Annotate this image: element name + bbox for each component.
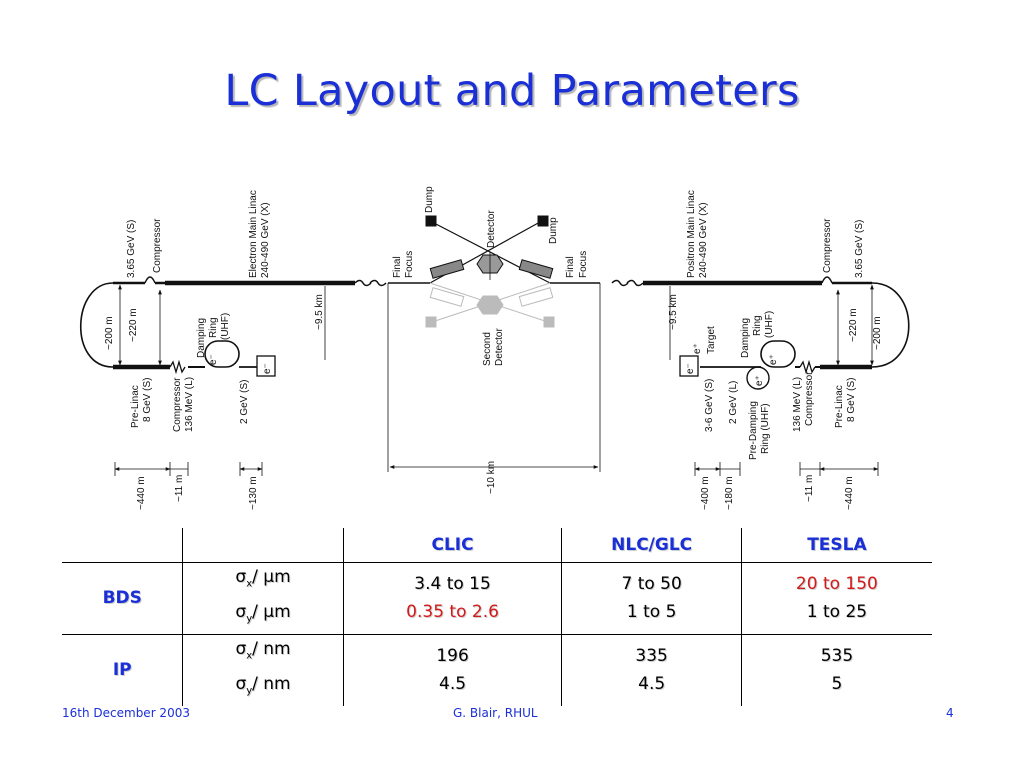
label-left-dim-11: ~11 m bbox=[174, 474, 185, 502]
electron-side bbox=[81, 277, 386, 476]
footer-author: G. Blair, RHUL bbox=[453, 706, 538, 720]
label-left-damping-ring-2: Ring bbox=[208, 317, 219, 338]
label-right-dim-440: ~440 m bbox=[844, 476, 855, 510]
label-final-focus-left-1: Final bbox=[392, 256, 403, 278]
label-second-detector-2: Detector bbox=[494, 328, 505, 366]
label-right-particle-ring: e⁺ bbox=[768, 354, 779, 365]
footer-date: 16th December 2003 bbox=[62, 706, 190, 720]
label-right-energy-365: 3.65 GeV (S) bbox=[854, 219, 865, 278]
label-right-source: e⁻ bbox=[685, 363, 696, 374]
group-label-ip: IP bbox=[62, 634, 183, 705]
table-group-ip bbox=[62, 634, 932, 705]
label-right-damping-ring-1: Damping bbox=[740, 317, 751, 358]
quantity-cell bbox=[183, 563, 343, 635]
label-right-target-particle: e⁺ bbox=[692, 343, 703, 354]
value-cell-clic: 3.4 to 15 0.35 to 2.6 bbox=[343, 563, 562, 635]
label-left-compressor-top: Compressor bbox=[152, 218, 163, 273]
quantity-sigma-x: $\sigma_x/$ μm bbox=[235, 567, 291, 590]
value-cell-nlc: 7 to 50 1 to 5 bbox=[562, 563, 741, 635]
quantity-sigma-x: $\sigma_x/$ nm bbox=[235, 638, 291, 662]
label-right-damping-ring-2: Ring bbox=[752, 315, 763, 336]
label-right-dim-400: ~400 m bbox=[700, 476, 711, 510]
label-right-main-linac-energy: 240-490 GeV (X) bbox=[698, 202, 709, 278]
label-right-target: Target bbox=[706, 326, 717, 354]
label-right-main-linac: Positron Main Linac bbox=[686, 190, 697, 278]
label-right-compressor-top: Compressor bbox=[822, 218, 833, 273]
slide-title: LC Layout and Parameters bbox=[224, 66, 800, 116]
highlighted-value: 20 to 150 bbox=[795, 574, 878, 595]
highlighted-value: 0.35 to 2.6 bbox=[406, 602, 499, 623]
quantity-sigma-y: $\sigma_y/$ nm bbox=[235, 674, 291, 697]
label-left-compressor-bottom-1: Compressor bbox=[172, 377, 183, 432]
label-left-compressor-bottom-2: 136 MeV (L) bbox=[184, 376, 195, 432]
label-left-dist-95: ~9.5 km bbox=[314, 294, 325, 330]
table-group-bds bbox=[62, 563, 932, 635]
label-second-detector-1: Second bbox=[482, 332, 493, 366]
label-right-damping-ring-3: (UHF) bbox=[764, 310, 775, 338]
label-right-energy-36: 3-6 GeV (S) bbox=[704, 378, 715, 432]
label-right-dim-180: ~180 m bbox=[724, 476, 735, 510]
label-detector: Detector bbox=[486, 210, 497, 248]
quantity-sigma-y: $\sigma_y/$ μm bbox=[235, 602, 291, 625]
label-right-energy-2gev: 2 GeV (L) bbox=[728, 380, 739, 424]
parameter-table bbox=[62, 528, 932, 706]
label-final-focus-left-2: Focus bbox=[404, 250, 415, 278]
label-left-pre-linac-1: Pre-Linac bbox=[130, 385, 141, 428]
value-cell-tesla: 535 5 bbox=[820, 646, 854, 695]
header-empty-2 bbox=[183, 528, 343, 563]
linear-collider-layout-diagram bbox=[0, 170, 1024, 520]
footer-page-number: 4 bbox=[946, 706, 954, 720]
value-cell-tesla: 20 to 150 1 to 25 bbox=[741, 563, 932, 635]
label-left-main-linac: Electron Main Linac bbox=[248, 190, 259, 278]
label-right-dim-200: ~200 m bbox=[872, 316, 883, 350]
value-cell-clic: 196 4.5 bbox=[343, 634, 562, 705]
label-left-particle-ring: e⁻ bbox=[208, 354, 219, 365]
header-empty-1 bbox=[62, 528, 183, 563]
header-clic: CLIC bbox=[343, 528, 562, 563]
label-right-dist-95: ~9.5 km bbox=[668, 294, 679, 330]
label-right-pre-linac-2: 8 GeV (S) bbox=[846, 377, 857, 422]
header-nlc-glc: NLC/GLC bbox=[562, 528, 741, 563]
label-dist-10: ~10 km bbox=[486, 460, 497, 494]
label-left-energy-2gev: 2 GeV (S) bbox=[239, 379, 250, 424]
label-left-damping-ring-1: Damping bbox=[196, 317, 207, 358]
label-right-pre-damping-2: Ring (UHF) bbox=[760, 403, 771, 454]
label-final-focus-right-2: Focus bbox=[578, 250, 589, 278]
quantity-cell bbox=[183, 634, 343, 705]
label-right-compressor-bottom-1: 136 MeV (L) bbox=[792, 376, 803, 432]
label-left-source: e⁻ bbox=[262, 363, 273, 374]
header-tesla: TESLA bbox=[741, 528, 932, 563]
label-left-dim-220: ~220 m bbox=[128, 308, 139, 342]
label-right-particle-pre: e⁺ bbox=[754, 375, 765, 386]
label-left-energy-365: 3.65 GeV (S) bbox=[126, 219, 137, 278]
label-left-damping-ring-3: (UHF) bbox=[220, 312, 231, 340]
label-left-dim-130: ~130 m bbox=[248, 476, 259, 510]
label-dump-right: Dump bbox=[548, 217, 559, 244]
label-right-dim-11: ~11 m bbox=[804, 474, 815, 502]
label-right-compressor-bottom-2: Compressor bbox=[804, 371, 815, 426]
table-header-row bbox=[62, 528, 932, 563]
label-left-dim-440: ~440 m bbox=[136, 476, 147, 510]
label-dump-left: Dump bbox=[424, 186, 435, 213]
label-right-dim-220: ~220 m bbox=[848, 308, 859, 342]
label-right-pre-linac-1: Pre-Linac bbox=[834, 385, 845, 428]
label-left-pre-linac-2: 8 GeV (S) bbox=[142, 377, 153, 422]
label-final-focus-right-1: Final bbox=[565, 256, 576, 278]
label-left-dim-200: ~200 m bbox=[104, 316, 115, 350]
group-label-bds: BDS bbox=[62, 563, 183, 635]
value-cell-nlc: 335 4.5 bbox=[562, 634, 741, 705]
label-left-main-linac-energy: 240-490 GeV (X) bbox=[260, 202, 271, 278]
label-right-pre-damping-1: Pre-Damping bbox=[748, 401, 759, 460]
